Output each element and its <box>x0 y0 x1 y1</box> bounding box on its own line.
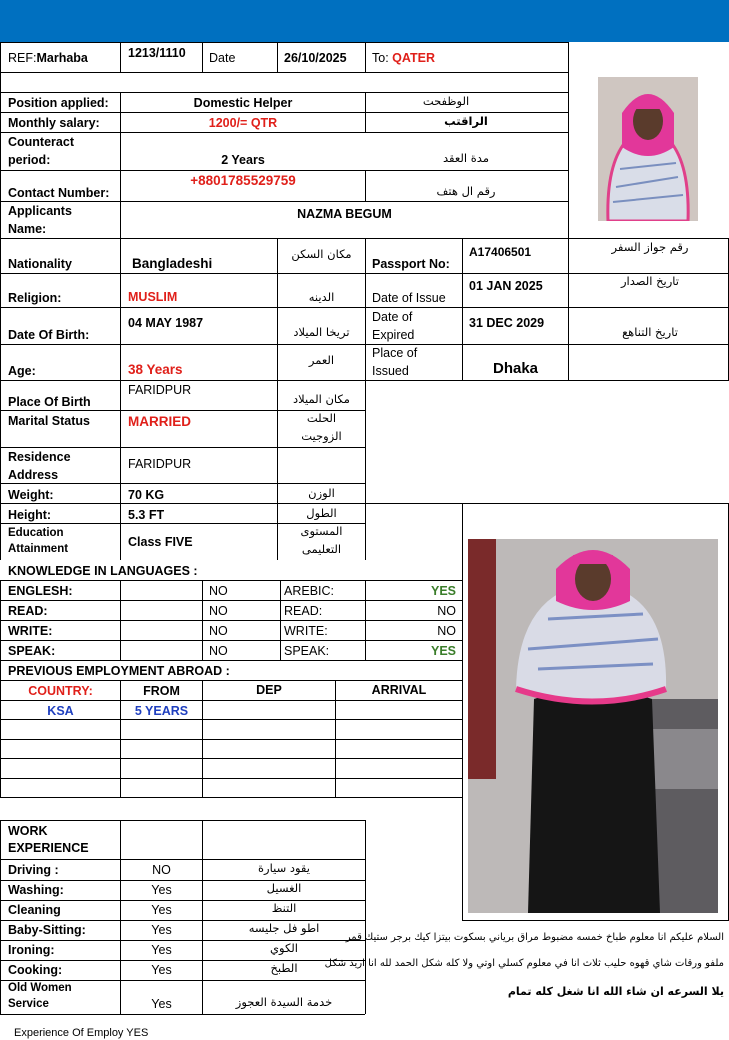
contract-label-2: period: <box>8 153 51 167</box>
work-row-value: Yes <box>151 923 172 937</box>
salary-value: 1200/= QTR <box>208 116 278 130</box>
salary-label: Monthly salary: <box>8 116 100 130</box>
pob-label: Place Of Birth <box>8 395 91 409</box>
dob-label: Date Of Birth: <box>8 328 90 342</box>
position-ar: الوظفحت <box>422 94 470 108</box>
languages-title: KNOWLEDGE IN LANGUAGES : <box>8 564 198 578</box>
to-value: QATER <box>392 51 435 65</box>
ref-field <box>8 51 88 65</box>
weight-value: 70 KG <box>128 488 165 502</box>
work-row-label: Ironing: <box>8 943 55 957</box>
applicant-label-1: Applicants <box>8 204 72 218</box>
date-value: 26/10/2025 <box>284 51 347 65</box>
nationality-value: Bangladeshi <box>132 256 213 271</box>
work-title-1: WORK <box>8 824 48 838</box>
lang-en-label: READ: <box>8 604 48 618</box>
employment-arrival-header: ARRIVAL <box>371 683 427 697</box>
age-label: Age: <box>8 364 36 378</box>
residence-label-2: Address <box>8 468 59 482</box>
residence-label-1: Residence <box>8 450 71 464</box>
contract-ar: مدة العقد <box>443 151 489 165</box>
height-label: Height: <box>8 508 52 522</box>
marital-value: MARRIED <box>128 414 191 429</box>
employment-country-value: KSA <box>47 704 74 718</box>
education-ar-2: التعليمى <box>301 542 342 556</box>
religion-label: Religion: <box>8 291 62 305</box>
arabic-note-line-1: السلام عليكم انا معلوم طباخ خمسه مضبوط مراق برياني بسكوت بيتزا كيك برجر ستيك قمر <box>345 932 724 943</box>
arabic-note-line-3: يلا السرعه ان شاء الله انا شغل كله تمام <box>507 985 724 998</box>
ref-value: Marhaba <box>36 51 88 65</box>
expiry-value: 31 DEC 2029 <box>469 316 545 330</box>
ref-number: 1213/1110 <box>128 46 186 60</box>
employment-dep-header: DEP <box>256 683 282 697</box>
lang-en-value: NO <box>209 624 228 638</box>
dob-ar: تريخا الميلاد <box>293 325 350 339</box>
passport-ar: رقم جواز السفر <box>611 240 689 254</box>
lang-ar-value: YES <box>430 584 456 598</box>
passport-label: Passport No: <box>372 257 450 271</box>
employment-from-value: 5 YEARS <box>134 704 189 718</box>
age-value: 38 Years <box>128 362 183 377</box>
expiry-label-1: Date of <box>372 310 413 324</box>
nationality-label: Nationality <box>8 257 72 271</box>
work-title-2: EXPERIENCE <box>8 841 89 855</box>
work-row-value: Yes <box>151 903 172 917</box>
work-row-value: Yes <box>151 883 172 897</box>
applicant-label-2: Name: <box>8 222 47 236</box>
applicant-name: NAZMA BEGUM <box>297 207 392 221</box>
marital-label: Marital Status <box>8 414 90 428</box>
religion-ar: الدينه <box>308 290 335 304</box>
education-label-2: Attainment <box>8 543 69 555</box>
issue-label: Date of Issue <box>372 291 446 305</box>
work-row-value: Yes <box>151 943 172 957</box>
weight-label: Weight: <box>8 488 54 502</box>
education-value: Class FIVE <box>128 535 193 549</box>
work-row-ar: الكوي <box>270 941 298 955</box>
lang-ar-value: NO <box>437 604 456 618</box>
position-label: Position applied: <box>8 96 109 110</box>
pob-value: FARIDPUR <box>128 383 192 397</box>
position-value: Domestic Helper <box>193 96 293 110</box>
passport-value: A17406501 <box>469 245 532 259</box>
work-row-value: Yes <box>151 963 172 977</box>
work-last-label-1: Old Women <box>8 982 72 994</box>
issue-value: 01 JAN 2025 <box>469 279 543 293</box>
expiry-label-2: Expired <box>372 328 415 342</box>
work-row-ar: التنظ <box>271 901 297 915</box>
religion-value: MUSLIM <box>128 290 178 304</box>
lang-en-label: SPEAK: <box>8 644 56 658</box>
lang-en-label: WRITE: <box>8 624 53 638</box>
contact-value: +8801785529759 <box>190 173 296 188</box>
work-row-label: Baby-Sitting: <box>8 923 86 937</box>
work-row-ar: يقود سيارة <box>258 861 310 875</box>
height-value: 5.3 FT <box>128 508 165 522</box>
lang-en-label: ENGLESH: <box>8 584 73 598</box>
lang-ar-label: READ: <box>284 604 323 618</box>
contact-label: Contact Number: <box>8 186 110 200</box>
education-label-1: Education <box>8 527 64 539</box>
arabic-note-line-2: ملفو ورقات شاي قهوه حليب ثلاث انا في معلوم كسلي اوتي ولا كله شكل الحمد لله انا اريد شكل <box>324 958 724 969</box>
work-row-ar: اطو فل جليسه <box>248 921 320 935</box>
expiry-ar: تاريخ التناهع <box>622 325 678 339</box>
contract-label-1: Counteract <box>8 135 74 149</box>
footer-partial: Experience Of Employ YES <box>14 1027 149 1039</box>
marital-ar-1: الحلت <box>306 411 337 425</box>
work-row-label: Washing: <box>8 883 64 897</box>
education-ar-1: المستوى <box>300 524 343 538</box>
contact-ar: رقم ال هتف <box>436 184 496 198</box>
height-ar: الطول <box>306 506 337 520</box>
work-last-value: Yes <box>151 997 172 1011</box>
pob-ar: مكان الميلاد <box>293 392 350 406</box>
contract-value: 2 Years <box>221 153 265 167</box>
work-row-label: Cooking: <box>8 963 63 977</box>
issued-place-value: Dhaka <box>492 360 539 377</box>
lang-ar-label: AREBIC: <box>284 584 335 598</box>
work-row-value: NO <box>152 863 171 877</box>
dob-value: 04 MAY 1987 <box>128 316 204 330</box>
work-last-label-2: Service <box>8 998 49 1010</box>
weight-ar: الوزن <box>308 486 335 500</box>
lang-ar-label: WRITE: <box>284 624 328 638</box>
salary-ar: الراقتب <box>444 114 488 128</box>
lang-en-value: NO <box>209 644 228 658</box>
age-ar: العمر <box>308 353 335 367</box>
employment-country-header: COUNTRY: <box>28 684 93 698</box>
marital-ar-2: الزوجيت <box>301 429 342 443</box>
issued-place-label-1: Place of <box>372 346 418 360</box>
work-row-label: Cleaning <box>8 903 61 917</box>
work-last-ar: خدمة السيدة العجوز <box>235 995 333 1009</box>
portrait-photo <box>598 77 698 221</box>
lang-ar-label: SPEAK: <box>284 644 330 658</box>
ref-label: REF: <box>8 51 37 65</box>
nationality-ar: مكان السكن <box>291 247 352 261</box>
date-label: Date <box>209 51 236 65</box>
residence-value: FARIDPUR <box>128 457 192 471</box>
employment-from-header: FROM <box>143 684 180 698</box>
issued-place-label-2: Issued <box>372 364 409 378</box>
lang-en-value: NO <box>209 604 228 618</box>
header-bar <box>0 0 729 42</box>
lang-ar-value: YES <box>430 644 456 658</box>
lang-en-value: NO <box>209 584 228 598</box>
work-row-label: Driving : <box>8 863 59 877</box>
destination-field <box>372 51 435 65</box>
work-row-ar: الطبخ <box>270 961 298 975</box>
lang-ar-value: NO <box>437 624 456 638</box>
full-body-photo <box>468 539 718 913</box>
to-label: To: <box>372 51 389 65</box>
issue-ar: تاريخ الصدار <box>621 274 679 288</box>
employment-title: PREVIOUS EMPLOYMENT ABROAD : <box>8 664 230 678</box>
work-row-ar: الغسيل <box>266 881 302 895</box>
